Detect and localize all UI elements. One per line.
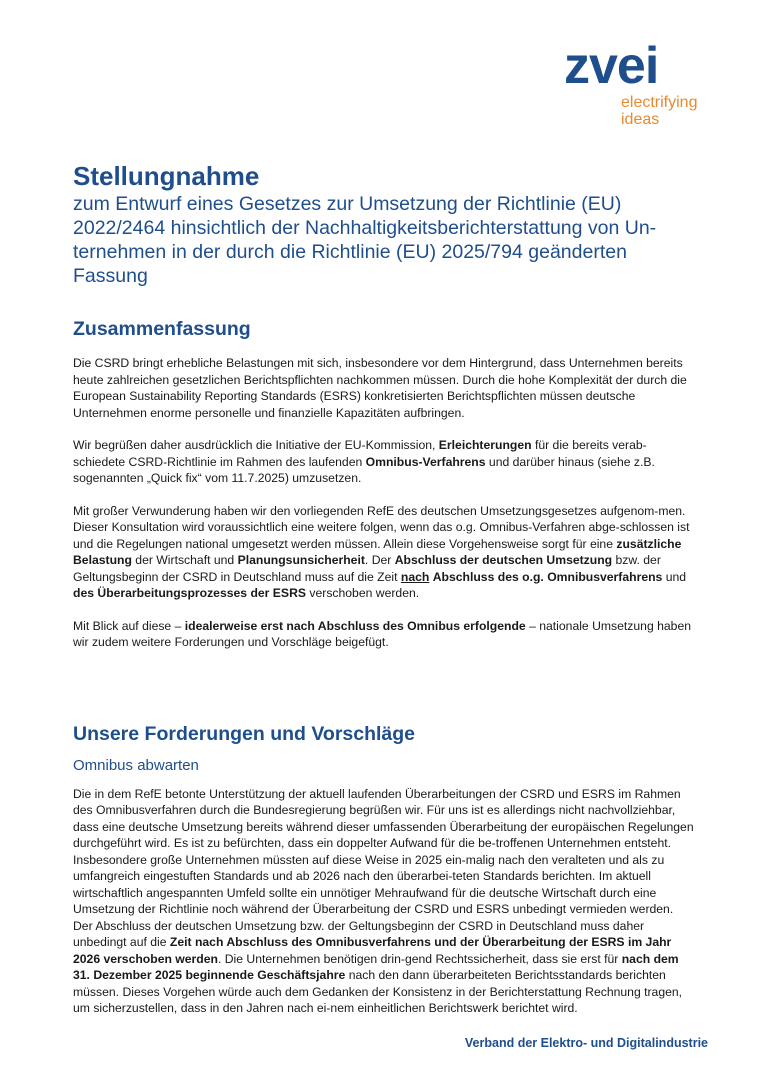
demands-heading: Unsere Forderungen und Vorschläge: [73, 722, 416, 745]
bold-text: des Überarbeitungsprozesses der ESRS: [73, 586, 306, 600]
text-run: der Wirtschaft und: [131, 553, 238, 567]
bold-text: zusätzliche Belastung: [73, 536, 682, 567]
zvei-logo: [564, 37, 714, 130]
subtitle-line: ternehmen in der durch die Richtlinie (EU) 2025/794 geänderten: [73, 241, 627, 263]
bold-text: nach dem 31. Dezember 2025 beginnende Geschäftsjahre: [73, 951, 679, 982]
summary-heading: Zusammenfassung: [73, 318, 251, 340]
logo-tagline: [621, 94, 721, 128]
logo-tagline-line-1: electrifying: [621, 94, 698, 111]
document-subtitle: [73, 192, 695, 288]
text-run: und darüber hinaus (siehe z.B. sogenannten „Quick fix“ vom 11.7.2025) umzusetzen.: [73, 454, 655, 485]
footer-organization: Verband der Elektro- und Digitalindustrie: [464, 1036, 708, 1050]
logo-tagline-line-2: ideas: [621, 111, 660, 128]
document-body: [73, 160, 695, 1017]
summary-paragraph-3: [73, 503, 695, 602]
bold-text: Abschluss der deutschen Umsetzung: [394, 553, 613, 567]
text-run: . Der: [364, 553, 395, 567]
bold-text: Omnibus-Verfahrens: [365, 454, 486, 469]
subtitle-line: Fassung: [73, 265, 148, 287]
bold-text: Abschluss des o.g. Omnibusverfahrens: [432, 569, 663, 584]
text-run: Die in dem RefE betonte Unterstützung der aktuell laufenden Überarbeitungen der CSRD und ESRS im Rahmen des Omnibusverfahren durch die Bundesregierung begrüßen wir. Für uns ist es allerdings nicht nachvollziehbar, dass eine deutsche Umsetzung bereits während dieser umfassenden Überarbeitung der europäischen Regelungen durchgeführt wird. Es ist zu befürchten, dass ein doppelter Aufwand für die be-troffenen Unternehmen entsteht. Insbesondere große Unternehmen müssten auf diese Weise in 2025 ein-malig nach den veralteten und als zu umfangreich eingestuften Standards und ab 2026 nach den überarbei-teten Standards berichten. Im aktuell wirtschaftlich angespannten Umfeld sollte ein unnötiger Mehraufwand für die deutsche Wirtschaft durch eine Umsetzung der Richtlinie noch während der Überarbeitung der CSRD und ESRS unbedingt vermieden werden. Der Abschluss der deutschen Umsetzung bzw. der Geltungsbeginn der CSRD in Deutschland muss daher unbedingt auf die: [73, 786, 694, 949]
summary-paragraph-2: [73, 437, 695, 487]
logo-wordmark: zvei: [564, 37, 659, 95]
bold-text: Erleichterungen: [438, 438, 532, 452]
text-run: und: [662, 569, 687, 584]
bold-underlined-text: nach: [400, 569, 430, 584]
subtitle-line: 2022/2464 hinsichtlich der Nachhaltigkeitsberichterstattung von Un-: [73, 217, 657, 239]
text-run: Mit großer Verwunderung haben wir den vorliegenden RefE des deutschen Umsetzungsgesetzes aufgenom-men. Dieser Konsultation wird voraussichtlich eine weitere folgen, wenn das o.g. Omnibus-Verfahren abge-schlossen ist und die Regelungen national umgesetzt werden müssen. Allein diese Vorgehensweise sorgt für eine: [73, 503, 690, 551]
text-run: . Die Unternehmen benötigen drin-gend Rechtssicherheit, dass sie erst für: [217, 951, 622, 966]
text-run: Mit Blick auf diese –: [73, 618, 185, 633]
bold-text: idealerweise erst nach Abschluss des Omnibus erfolgende: [184, 618, 526, 633]
text-run: – nationale Umsetzung haben wir zudem weitere Forderungen und Vorschläge beigefügt.: [73, 618, 692, 649]
text-run: für die bereits verab-schiedete CSRD-Richtlinie im Rahmen des laufenden: [73, 438, 647, 469]
text-run: verschoben werden.: [306, 586, 420, 600]
bold-text: Planungsunsicherheit: [237, 553, 365, 567]
demands-subheading: Omnibus abwarten: [73, 756, 199, 774]
demands-paragraph-1: [73, 786, 695, 1017]
document-title: Stellungnahme: [73, 161, 260, 191]
summary-paragraph-1: Die CSRD bringt erhebliche Belastungen mit sich, insbesondere vor dem Hintergrund, dass Unternehmen bereits heute zahlreichen gesetzlichen Berichtspflichten nachkommen müssen. Durch die hohe Komplexität der durch die European Sustainability Reporting Standards (ESRS) konkretisierten Berichtspflichten müssen deutsche Unternehmen enorme personelle und finanzielle Kapazitäten aufbringen.: [73, 356, 687, 420]
text-run: Wir begrüßen daher ausdrücklich die Initiative der EU-Kommission,: [73, 438, 439, 452]
text-run: bzw. der Geltungsbeginn der CSRD in Deutschland muss auf die Zeit: [73, 553, 661, 584]
summary-paragraph-4: [73, 618, 695, 651]
text-run: nach den dann überarbeiteten Berichtsstandards berichten müssen. Dieses Vorgehen würde auch dem Gedanken der Konsistenz in der Berichterstattung Rechnung tragen, um sicherzustellen, dass in den Jahren nach ei-nem einheitlichen Berichtswerk berichtet wird.: [73, 968, 683, 1015]
subtitle-line: zum Entwurf eines Gesetzes zur Umsetzung der Richtlinie (EU): [73, 193, 622, 215]
bold-text: Zeit nach Abschluss des Omnibusverfahrens und der Überarbeitung der ESRS im Jahr 2026 verschoben werden: [73, 935, 672, 966]
